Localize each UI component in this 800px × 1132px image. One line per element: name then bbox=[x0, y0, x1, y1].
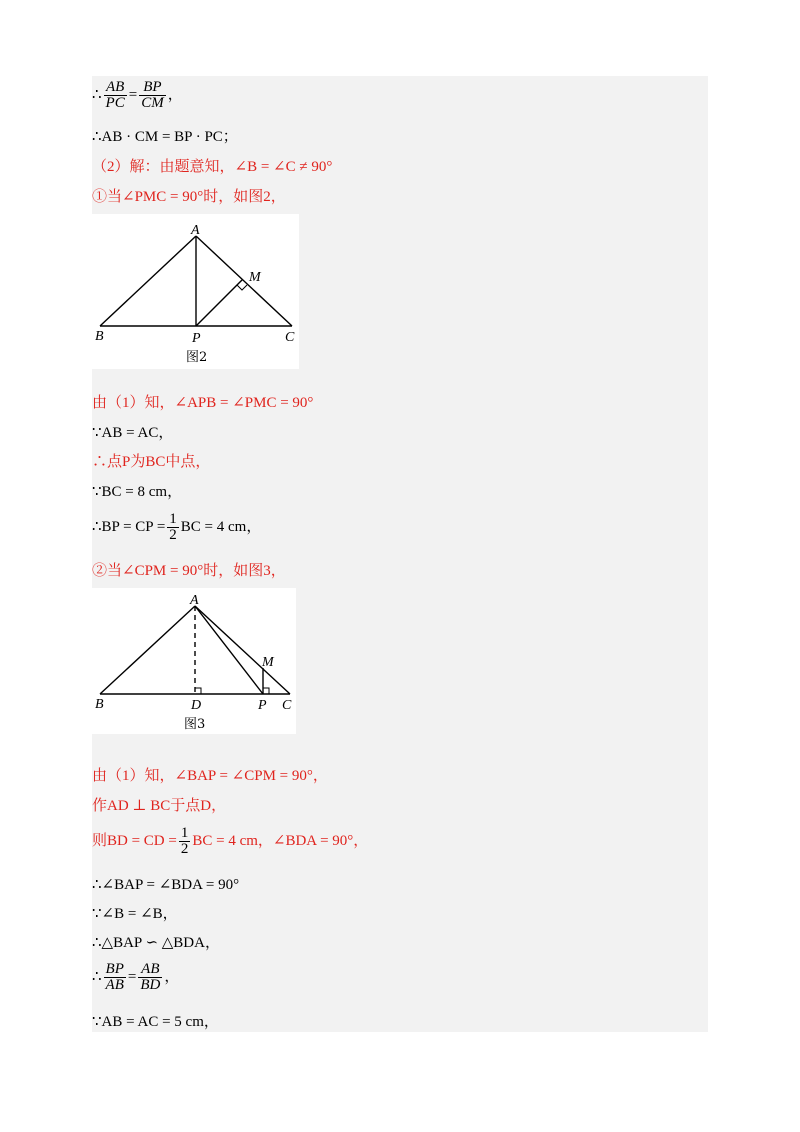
line-ratio-2 bbox=[92, 962, 179, 993]
expr-pre: ∴BP = CP = bbox=[92, 518, 166, 535]
line-ab-ac-5: ∵AB = AC = 5 cm， bbox=[92, 1014, 219, 1030]
label-p: P bbox=[258, 698, 267, 713]
label-a: A bbox=[190, 593, 199, 608]
label-b: B bbox=[95, 697, 104, 712]
segment-ac bbox=[195, 606, 290, 694]
label-m: M bbox=[249, 270, 261, 285]
equals: = bbox=[128, 86, 138, 103]
line-part2-intro: （2）解：由题意知，∠B = ∠C ≠ 90° bbox=[92, 159, 333, 175]
expr-post: BC = 4 cm，∠BDA = 90°， bbox=[192, 832, 369, 849]
segment-pm bbox=[196, 280, 242, 326]
therefore-symbol: ∴ bbox=[92, 86, 102, 103]
line-midpoint: ∴点P为BC中点， bbox=[92, 454, 211, 470]
equals: = bbox=[127, 968, 137, 985]
line-product: ∴AB · CM = BP · PC； bbox=[92, 129, 238, 145]
numerator: AB bbox=[104, 80, 127, 96]
line-bd-cd bbox=[92, 826, 368, 857]
fraction-half bbox=[167, 512, 179, 543]
therefore-symbol: ∴ bbox=[92, 968, 102, 985]
line-bc-8: ∵BC = 8 cm， bbox=[92, 484, 183, 500]
punct: ， bbox=[167, 86, 183, 103]
label-a: A bbox=[191, 223, 200, 238]
numerator: BP bbox=[105, 961, 124, 977]
figure-3 bbox=[92, 588, 296, 734]
numerator: BP bbox=[139, 80, 166, 96]
right-angle-mark-m bbox=[237, 285, 247, 290]
figure-2-caption: 图2 bbox=[186, 350, 208, 365]
label-c: C bbox=[285, 330, 295, 345]
right-angle-mark-p bbox=[263, 688, 269, 694]
fraction-half bbox=[179, 826, 191, 857]
fraction-bp-ab bbox=[104, 962, 126, 993]
expr-post: BC = 4 cm， bbox=[180, 518, 262, 535]
label-p: P bbox=[192, 331, 201, 346]
segment-ab bbox=[100, 606, 195, 694]
numerator: AB bbox=[138, 962, 162, 978]
figure-2-diagram bbox=[92, 214, 299, 369]
line-case1: ①当∠PMC = 90°时，如图2， bbox=[92, 189, 286, 205]
right-angle-mark-d bbox=[195, 688, 201, 694]
numerator: 1 bbox=[180, 825, 189, 841]
line-from-part1-a: 由（1）知，∠APB = ∠PMC = 90° bbox=[92, 395, 314, 411]
line-similar: ∴△BAP ∽ △BDA， bbox=[92, 935, 220, 951]
line-case2: ②当∠CPM = 90°时，如图3， bbox=[92, 563, 286, 579]
line-bp-cp bbox=[92, 512, 261, 543]
denominator: 2 bbox=[180, 841, 189, 857]
figure-2 bbox=[92, 214, 299, 369]
label-d: D bbox=[191, 698, 202, 713]
label-b: B bbox=[95, 329, 104, 344]
fraction-ab-bd bbox=[138, 962, 162, 993]
denominator: BD bbox=[140, 977, 161, 993]
label-c: C bbox=[282, 698, 292, 713]
line-ab-eq-ac: ∵AB = AC， bbox=[92, 425, 174, 441]
denominator: PC bbox=[105, 95, 125, 111]
figure-3-diagram bbox=[92, 588, 296, 734]
expr-pre: 则BD = CD = bbox=[92, 832, 177, 849]
punct: ， bbox=[164, 968, 180, 985]
line-ratio-1 bbox=[92, 80, 183, 111]
figure-3-caption: 图3 bbox=[184, 717, 206, 732]
fraction-ab-pc bbox=[104, 80, 127, 111]
line-common-angle: ∵∠B = ∠B， bbox=[92, 906, 178, 922]
line-from-part1-b: 由（1）知，∠BAP = ∠CPM = 90°， bbox=[92, 768, 328, 784]
label-m: M bbox=[262, 655, 274, 670]
numerator: 1 bbox=[169, 511, 177, 527]
denominator: CM bbox=[141, 95, 164, 111]
segment-ap bbox=[195, 606, 263, 694]
line-angle-eq: ∴∠BAP = ∠BDA = 90° bbox=[92, 877, 240, 893]
fraction-bp-cm bbox=[139, 80, 166, 111]
segment-ab bbox=[100, 236, 196, 326]
denominator: AB bbox=[105, 977, 124, 993]
line-draw-ad: 作AD ⊥ BC于点D， bbox=[92, 798, 227, 814]
denominator: 2 bbox=[169, 527, 177, 543]
